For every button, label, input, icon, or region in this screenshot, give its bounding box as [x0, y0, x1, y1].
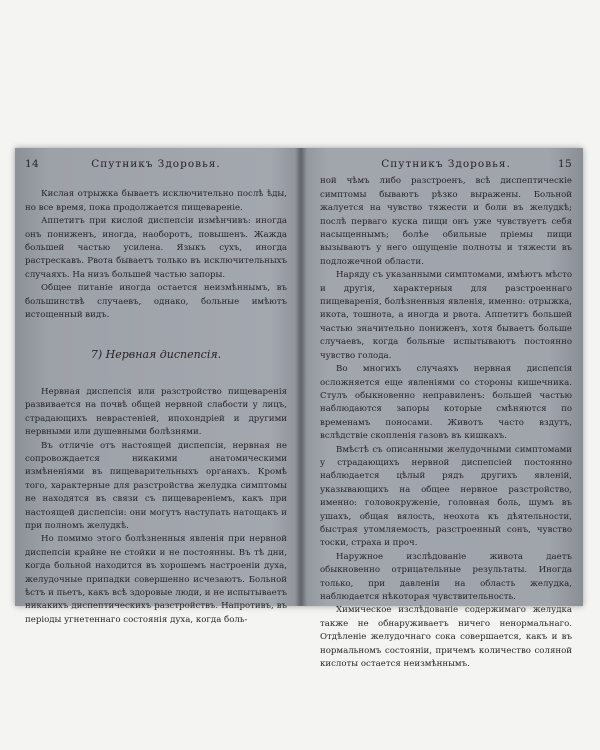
paragraph: ной чѣмъ либо разстроенъ, всѣ диспептическіе симптомы бываютъ рѣзко выражены. Больной жалуется на чувство тяжести и боли въ желудкѣ; послѣ перваго куска пищи онъ уже чувствуетъ себя насыщеннымъ; болѣе обильные пріемы пищи вызываютъ у него ощущеніе полноты и тяжести въ подложечной области.	[320, 176, 572, 267]
page-number: 14	[25, 158, 39, 170]
book-gutter	[295, 148, 307, 606]
paragraph: Наружное изслѣдованіе живота даетъ обыкновенно отрицательные результаты. Иногда только, при давленіи на область желудка, наблюдается нѣкоторая чувствительность.	[320, 551, 572, 602]
paragraph: Наряду съ указанными симптомами, имѣютъ мѣсто и другія, характерныя для разстроеннаго пищеваренія, болѣзненныя явленія, именно: отрыжка, икота, тошнота, а иногда и рвота. Аппетитъ большей частью значительно пониженъ, хотя бываетъ больше случаевъ, когда больные испытываютъ постоянно чувство голода.	[320, 270, 572, 361]
running-title: Спутникъ Здоровья.	[381, 158, 511, 170]
paragraph: Общее питаніе иногда остается неизмѣннымъ, въ большинствѣ случаевъ, однако, больные имѣютъ истощенный видъ.	[25, 283, 287, 321]
paragraph: Вмѣстѣ съ описанными желудочными симптомами у страдающихъ нервной диспепсіей постоянно наблюдается цѣлый рядъ другихъ явленій, указывающихъ на общее нервное разстройство, именно: головокруженіе, головная боль, шумъ въ ушахъ, общая вялость, неохота къ дѣятельности, быстрая утомляемость, разстроенный сонъ, чувство тоски, страха и проч.	[320, 444, 572, 549]
section-heading: 7) Нервная диспепсія.	[90, 348, 222, 362]
paragraph: Аппетитъ при кислой диспепсіи измѣнчивъ: иногда онъ пониженъ, иногда, наоборотъ, повышенъ. Жажда большей частью усилена. Языкъ сухъ, иногда растрескавъ. Рвота бываетъ только въ исключительныхъ случаяхъ. На низъ большей частью запоры.	[25, 216, 287, 280]
running-title: Спутникъ Здоровья.	[91, 158, 221, 170]
paragraph: Во многихъ случаяхъ нервная диспепсія осложняется еще явленіями со стороны кишечника. Стулъ обыкновенно неправиленъ: большей частью наблюдаются запоры которые смѣняются по временамъ поносами. Животъ часто вздутъ, вслѣдствіе скопленія газовъ въ кишкахъ.	[320, 364, 572, 442]
page-number: 15	[558, 158, 572, 170]
paragraph: Но помимо этого болѣзненныя явленія при нервной диспепсіи крайне не стойки и не постоянны. Въ тѣ дни, когда больной находится въ хорошемъ настроеніи духа, желудочные припадки совершенно исчезаютъ. Больной ѣстъ и пьетъ, какъ всѣ здоровые люди, и не испытываетъ никакихъ диспептическихъ разстройствъ. Напротивъ, въ періоды угнетеннаго состоянія духа, когда боль-	[25, 534, 287, 625]
right-page	[320, 158, 572, 670]
paragraph: Кислая отрыжка бываетъ исключительно послѣ ѣды, но все время, пока продолжается пищевареніе.	[25, 189, 287, 213]
paragraph: Химическое изслѣдованіе содержимаго желудка также не обнаруживаетъ ничего ненормальнаго. Отдѣленіе желудочнаго сока совершается, какъ и въ нормальномъ состояніи, причемъ количество соляной кислоты остается неизмѣннымъ.	[320, 605, 572, 670]
left-page-header	[25, 158, 287, 171]
paragraph: Въ отличіе отъ настоящей диспепсіи, нервная не сопровождается никакими анатомическими измѣненіями въ пищеварительныхъ органахъ. Кромѣ того, характерные для разстройства желудка симптомы не находятся въ связи съ пищевареніемъ, какъ при настоящей диспепсіи: они могутъ наступать натощакъ и при полномъ желудкѣ.	[25, 440, 287, 531]
left-page	[25, 158, 287, 625]
right-page-header	[320, 158, 572, 171]
paragraph: Нервная диспепсія или разстройство пищеваренія развивается на почвѣ общей нервной слабости у лицъ, страдающихъ неврастеніей, ипохондріей и другими нервными или душевными болѣзнями.	[25, 386, 287, 438]
book-spread	[15, 148, 583, 670]
